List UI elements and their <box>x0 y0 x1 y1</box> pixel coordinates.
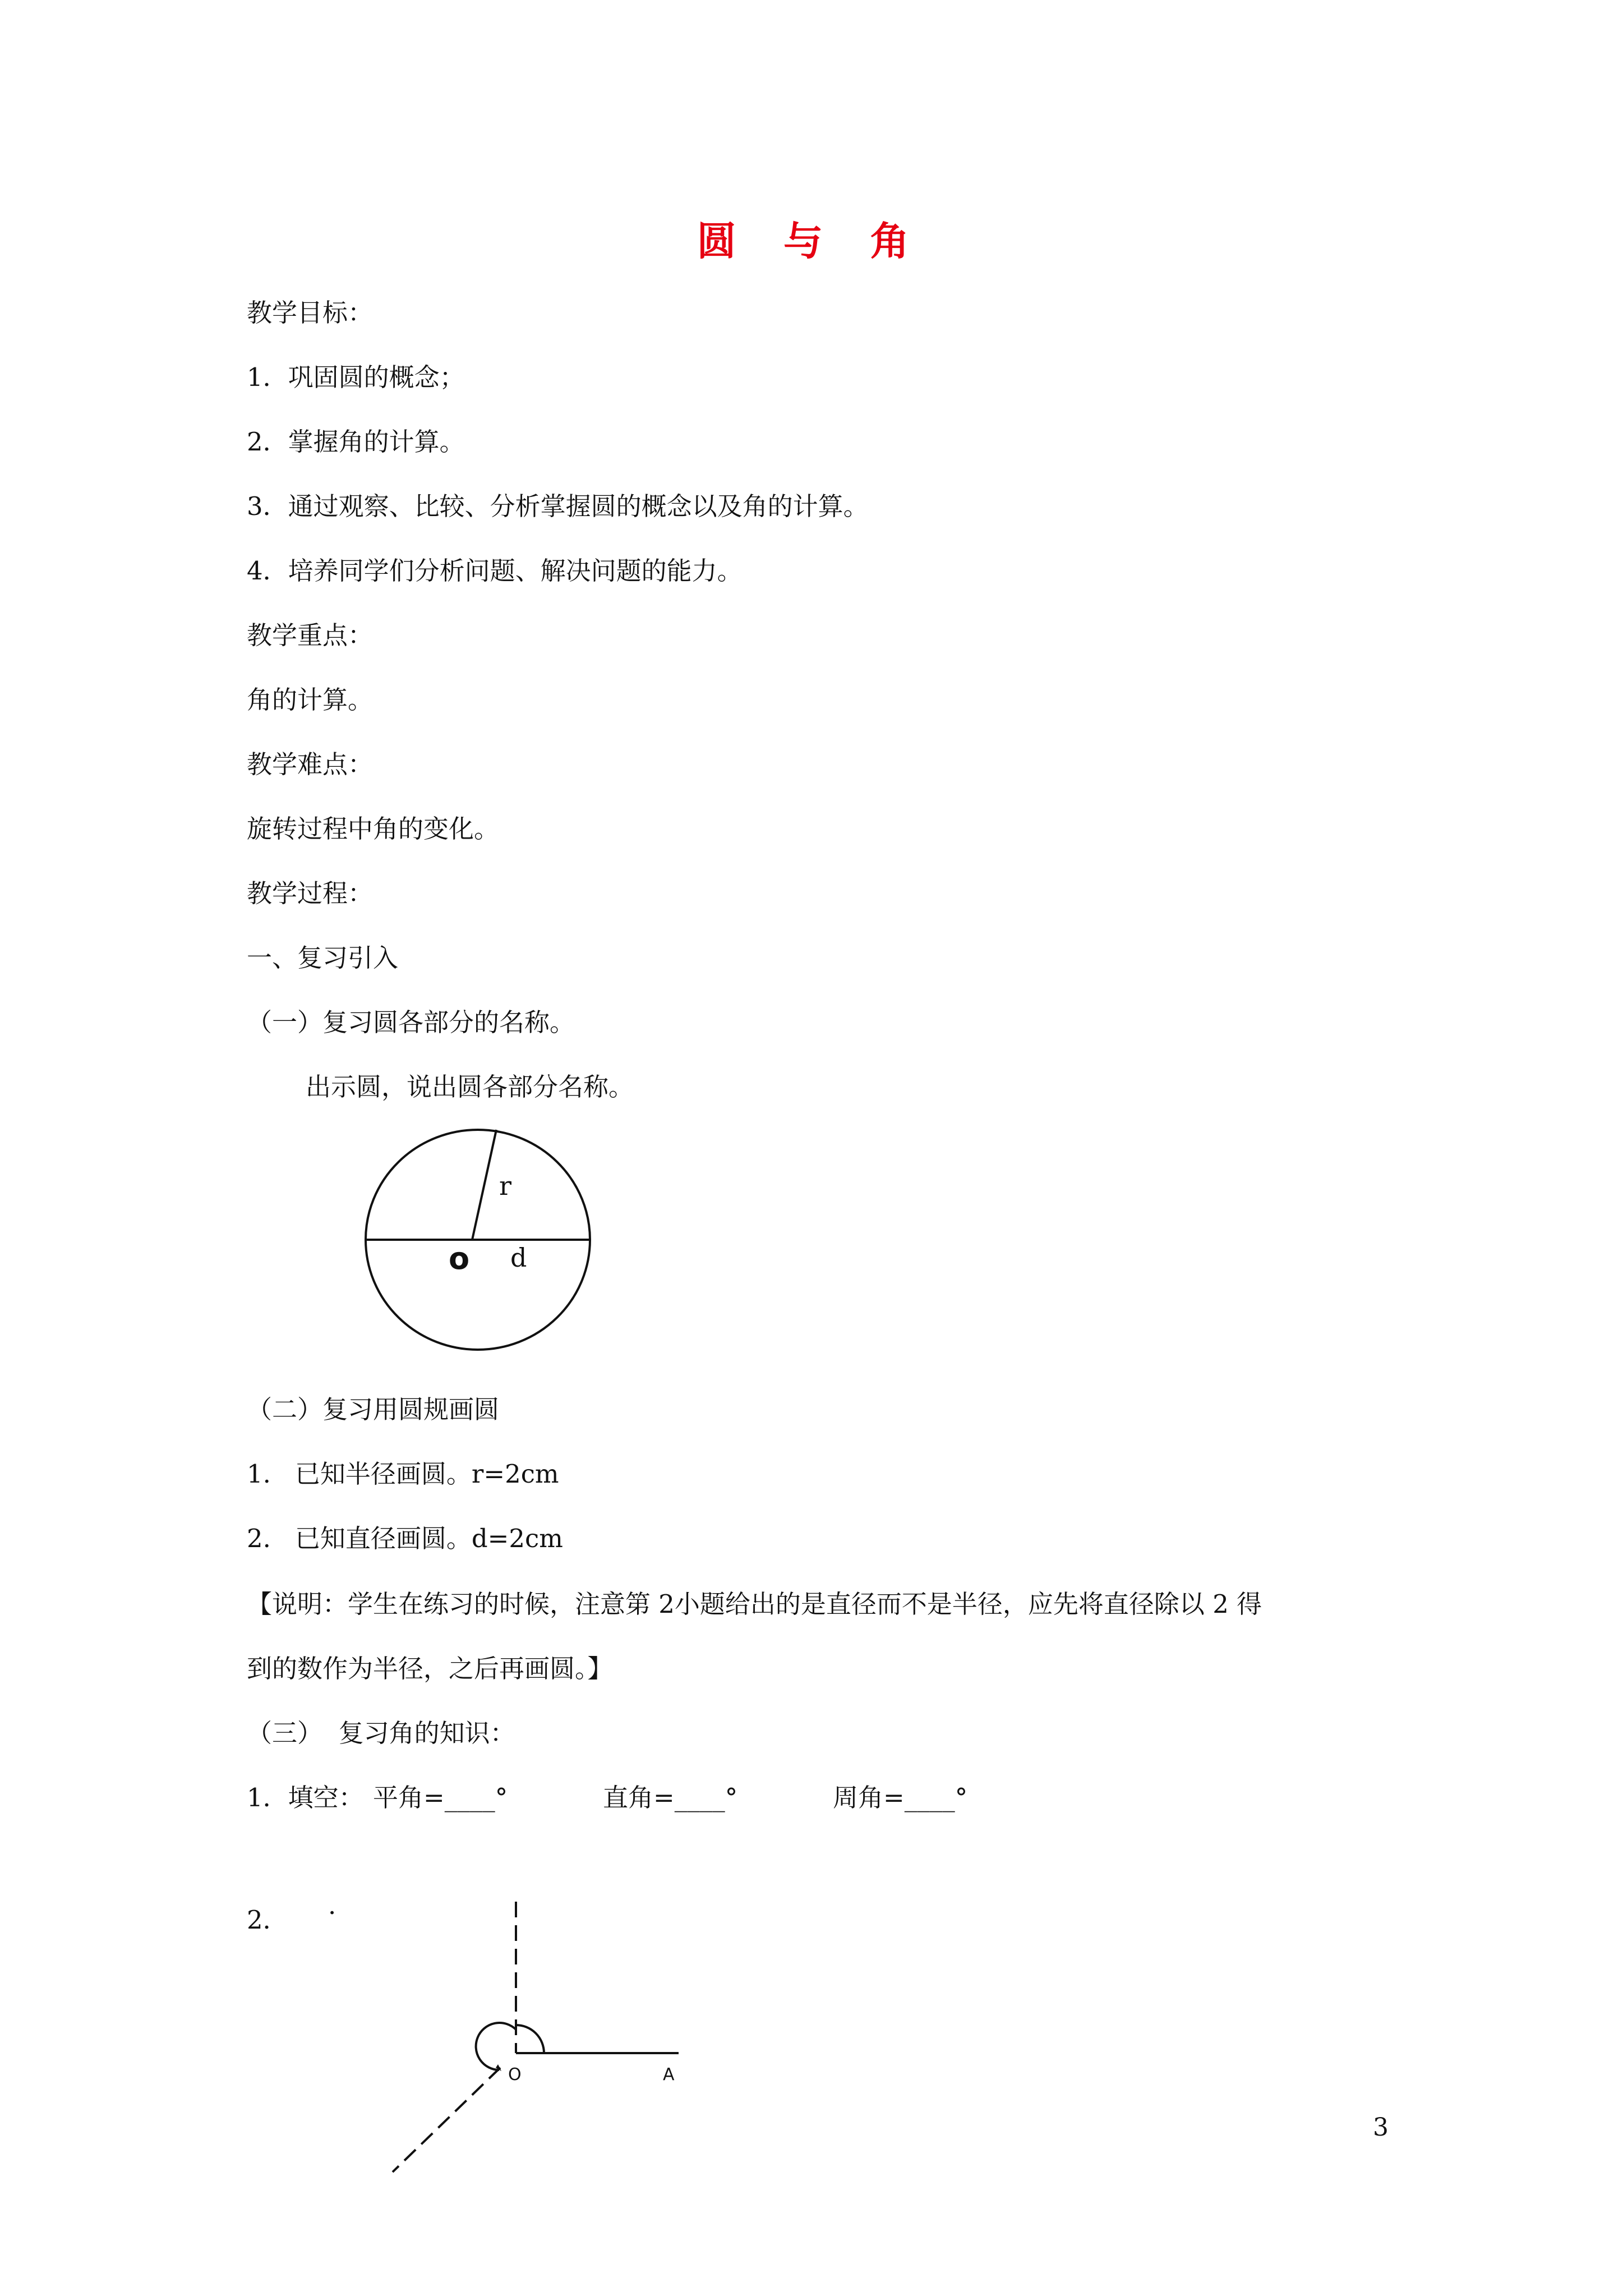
diagonal-dashed-ray <box>393 2068 500 2172</box>
key-point-heading: 教学重点： <box>247 620 374 650</box>
angle-diagram <box>381 1902 695 2182</box>
center-label: o <box>449 1241 470 1276</box>
note-line-2: 到的数作为半径，之后再画圆。】 <box>247 1654 613 1683</box>
radius-label: r <box>499 1171 511 1201</box>
large-angle-arc <box>476 2023 516 2070</box>
fill-in-full-angle: 周角=____° <box>833 1783 968 1812</box>
radius-line <box>472 1130 496 1240</box>
circle-diagram <box>359 1122 606 1358</box>
process-heading: 教学过程： <box>247 878 374 908</box>
small-angle-arc <box>516 2025 544 2053</box>
fill-in-right-angle: 直角=____° <box>603 1783 738 1812</box>
objectives-heading: 教学目标： <box>247 298 374 328</box>
objective-item-1: 1．巩固圆的概念； <box>247 362 465 392</box>
note-line-1: 【说明：学生在练习的时候，注意第 2小题给出的是直径而不是半径，应先将直径除以 2 得 <box>247 1589 1262 1619</box>
item-2-dot: · <box>328 1898 336 1927</box>
difficulty-text: 旋转过程中角的变化。 <box>247 814 500 844</box>
section-1-heading: 一、复习引入 <box>247 943 399 973</box>
origin-label: O <box>508 2065 522 2085</box>
key-point-text: 角的计算。 <box>247 685 374 715</box>
subsection-1-heading: （一）复习圆各部分的名称。 <box>247 1007 575 1037</box>
subsection-2-item-1: 1. 已知半径画圆。r=2cm <box>247 1459 559 1489</box>
objective-item-3: 3．通过观察、比较、分析掌握圆的概念以及角的计算。 <box>247 491 869 521</box>
subsection-3-heading: （三） 复习角的知识： <box>247 1718 515 1748</box>
point-a-label: A <box>663 2065 675 2085</box>
difficulty-heading: 教学难点： <box>247 749 374 779</box>
fill-in-prefix: 1．填空： <box>247 1783 364 1812</box>
subsection-1-text: 出示圆，说出圆各部分名称。 <box>306 1072 634 1102</box>
item-2-label: 2． <box>247 1905 288 1935</box>
objective-item-4: 4．培养同学们分析问题、解决问题的能力。 <box>247 556 743 586</box>
page-number: 3 <box>1373 2113 1389 2142</box>
page-title: 圆 与 角 <box>697 218 926 264</box>
subsection-2-item-2: 2. 已知直径画圆。d=2cm <box>247 1524 563 1553</box>
objective-item-2: 2．掌握角的计算。 <box>247 427 465 457</box>
fill-in-flat-angle: 平角=____° <box>373 1783 508 1812</box>
diameter-label: d <box>510 1243 527 1273</box>
subsection-2-heading: （二）复习用圆规画圆 <box>247 1395 500 1424</box>
